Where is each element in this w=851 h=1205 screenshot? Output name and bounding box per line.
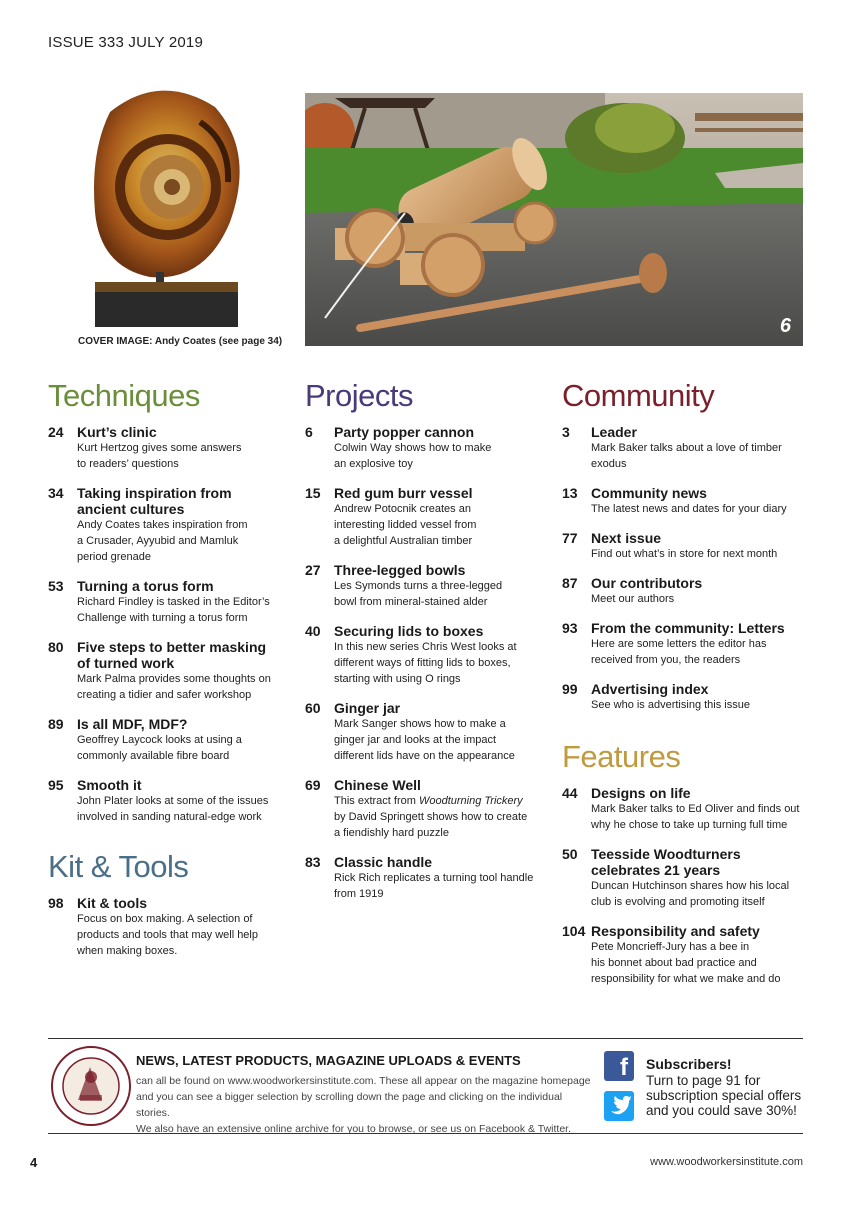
entry-page: 3 <box>562 424 570 440</box>
entry-title: Securing lids to boxes <box>334 623 484 639</box>
entry-title: Designs on life <box>591 785 691 801</box>
subscribers-heading: Subscribers! <box>646 1056 732 1072</box>
toc-entry[interactable] <box>562 424 812 472</box>
entry-title: Smooth it <box>77 777 142 793</box>
techniques-column <box>48 376 298 972</box>
cover-caption: COVER IMAGE: Andy Coates (see page 34) <box>78 336 283 347</box>
entry-desc: Mark Baker talks about a love of timber exodus <box>591 442 782 470</box>
entry-page: 13 <box>562 485 578 501</box>
kit-title: Kit & Tools <box>48 849 189 884</box>
toc-entry[interactable] <box>48 485 298 565</box>
toc-entry[interactable] <box>305 562 555 610</box>
entry-desc: Mark Sanger shows how to make a ginger jar and looks at the impact different lids have on the appearance <box>334 718 515 762</box>
page-number: 4 <box>30 1155 38 1170</box>
entry-desc: In this new series Chris West looks at different ways of fitting lids to boxes, starting with using O rings <box>334 641 517 685</box>
entry-page: 95 <box>48 777 64 793</box>
entry-title: Advertising index <box>591 681 709 697</box>
toc-entry[interactable] <box>562 575 812 607</box>
entry-desc: Duncan Hutchinson shares how his local club is evolving and promoting itself <box>591 880 790 908</box>
entry-desc: See who is advertising this issue <box>591 699 750 711</box>
entry-page: 83 <box>305 854 321 870</box>
projects-title: Projects <box>305 378 413 413</box>
entry-page: 40 <box>305 623 321 639</box>
entry-title: From the community: Letters <box>591 620 785 636</box>
entry-desc: Mark Palma provides some thoughts on creating a tidier and safer workshop <box>77 673 271 701</box>
toc-entry[interactable] <box>562 620 812 668</box>
entry-page: 93 <box>562 620 578 636</box>
entry-title: Classic handle <box>334 854 433 870</box>
toc-entry[interactable] <box>562 681 812 713</box>
entry-title: Red gum burr vessel <box>334 485 473 501</box>
entry-desc: Geoffrey Laycock looks at using a commonly available fibre board <box>77 734 242 762</box>
toc-entry[interactable] <box>305 854 555 902</box>
entry-title: Three-legged bowls <box>334 562 466 578</box>
entry-page: 104 <box>562 923 586 939</box>
entry-page: 80 <box>48 639 64 655</box>
entry-desc: Richard Findley is tasked in the Editor’s Challenge with turning a torus form <box>77 596 270 624</box>
entry-page: 44 <box>562 785 578 801</box>
entry-page: 24 <box>48 424 64 440</box>
toc-entry[interactable] <box>562 785 812 833</box>
entry-desc: Mark Baker talks to Ed Oliver and finds out why he chose to take up turning full time <box>591 803 800 831</box>
news-heading: NEWS, LATEST PRODUCTS, MAGAZINE UPLOADS & EVENTS <box>136 1053 521 1068</box>
entry-title: Our contributors <box>591 575 703 591</box>
toc-entry[interactable] <box>305 424 555 472</box>
entry-title: Taking inspiration from ancient cultures <box>77 485 232 517</box>
toc-entry[interactable] <box>305 623 555 687</box>
entry-title: Community news <box>591 485 707 501</box>
entry-page: 15 <box>305 485 321 501</box>
entry-title: Teesside Woodturners celebrates 21 years <box>591 846 741 878</box>
entry-title: Party popper cannon <box>334 424 475 440</box>
info-bar <box>48 1038 803 1134</box>
toc-entry[interactable] <box>562 530 812 562</box>
features-section <box>562 737 812 987</box>
toc-entry[interactable] <box>305 700 555 764</box>
toc-entry[interactable] <box>562 485 812 517</box>
woodworkers-institute-seal-icon <box>50 1045 132 1127</box>
entry-page: 50 <box>562 846 578 862</box>
cover-sculpture-image <box>80 82 250 332</box>
entry-title: Kit & tools <box>77 895 147 911</box>
entry-desc: Colwin Way shows how to make an explosive toy <box>334 442 492 470</box>
entry-desc: The latest news and dates for your diary <box>591 503 787 515</box>
entry-page: 27 <box>305 562 321 578</box>
techniques-title: Techniques <box>48 378 200 413</box>
projects-column <box>305 376 555 915</box>
entry-title: Turning a torus form <box>77 578 214 594</box>
entry-desc: Andrew Potocnik creates an interesting lidded vessel from a delightful Australian timber <box>334 503 477 547</box>
entry-desc: Kurt Hertzog gives some answers to readers’ questions <box>77 442 242 470</box>
website-link[interactable]: www.woodworkersinstitute.com <box>650 1156 803 1168</box>
entry-title: Chinese Well <box>334 777 421 793</box>
subscribers-offer: Turn to page 91 for subscription special offers and you could save 30%! <box>646 1073 802 1118</box>
kit-section <box>48 847 298 959</box>
entry-page: 87 <box>562 575 578 591</box>
entry-title: Leader <box>591 424 637 440</box>
entry-title: Ginger jar <box>334 700 401 716</box>
entry-desc: John Plater looks at some of the issues involved in sanding natural-edge work <box>77 795 269 823</box>
features-title: Features <box>562 739 681 774</box>
entry-desc: This extract from Woodturning Trickery by David Springett shows how to create a fiendishly hard puzzle <box>334 795 528 839</box>
entry-page: 98 <box>48 895 64 911</box>
entry-desc: Find out what’s in store for next month <box>591 548 778 560</box>
entry-desc: Andy Coates takes inspiration from a Crusader, Ayyubid and Mamluk period grenade <box>77 519 248 563</box>
community-column <box>562 376 812 1000</box>
entry-desc: Meet our authors <box>591 593 675 605</box>
entry-page: 34 <box>48 485 64 501</box>
issue-line: ISSUE 333 JULY 2019 <box>48 34 204 51</box>
toc-entry[interactable] <box>48 716 298 764</box>
toc-entry[interactable] <box>48 895 298 959</box>
toc-entry[interactable] <box>305 485 555 549</box>
entry-title: Next issue <box>591 530 662 546</box>
toc-entry[interactable] <box>48 777 298 825</box>
toc-entry[interactable] <box>48 578 298 626</box>
photo-page-number: 6 <box>779 315 791 337</box>
entry-desc: Pete Moncrieff-Jury has a bee in his bonnet about bad practice and responsibility for what we make and do <box>591 941 781 985</box>
entry-title: Five steps to better masking of turned work <box>77 639 267 671</box>
entry-page: 60 <box>305 700 321 716</box>
entry-page: 6 <box>305 424 313 440</box>
cannon-photo <box>305 93 803 346</box>
community-title: Community <box>562 378 715 413</box>
twitter-icon[interactable] <box>604 1091 634 1121</box>
entry-title: Responsibility and safety <box>591 923 760 939</box>
toc-entry[interactable] <box>562 923 812 987</box>
toc-entry[interactable] <box>305 777 555 841</box>
entry-title: Is all MDF, MDF? <box>77 716 188 732</box>
toc-entry[interactable] <box>48 424 298 472</box>
entry-desc: Here are some letters the editor has received from you, the readers <box>591 638 767 666</box>
entry-desc: Les Symonds turns a three-legged bowl from mineral-stained alder <box>334 580 503 608</box>
entry-desc: Rick Rich replicates a turning tool handle from 1919 <box>334 872 534 900</box>
facebook-icon[interactable]: f <box>604 1051 634 1081</box>
entry-page: 77 <box>562 530 578 546</box>
entry-title: Kurt’s clinic <box>77 424 157 440</box>
entry-page: 99 <box>562 681 578 697</box>
toc-entry[interactable] <box>562 846 812 910</box>
news-text: can all be found on www.woodworkersinstitute.com. These all appear on the magazine homepage and you can see a bigger selection by scrolling down the page and clicking on the individual stories. We also have an extensive online archive for you to browse, or see us on Facebook & Twitter. <box>136 1075 591 1135</box>
entry-desc: Focus on box making. A selection of products and tools that may well help when making boxes. <box>77 913 258 957</box>
toc-entry[interactable] <box>48 639 298 703</box>
entry-page: 69 <box>305 777 321 793</box>
entry-page: 89 <box>48 716 64 732</box>
entry-page: 53 <box>48 578 64 594</box>
